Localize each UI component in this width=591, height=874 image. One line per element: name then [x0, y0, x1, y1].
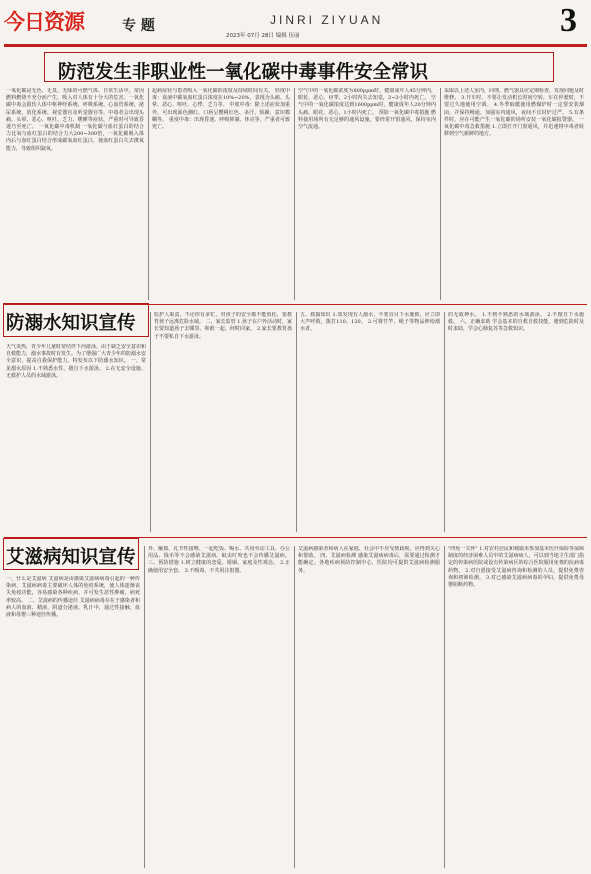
- page-number: 3: [560, 2, 577, 39]
- column-divider: [440, 88, 441, 300]
- article-3-title: 艾滋病知识宣传: [6, 547, 136, 568]
- masthead-pinyin: JINRI ZIYUAN: [270, 13, 384, 27]
- article-3-col-4: "四免一关怀" 1.对农村居民和城镇未参加基本医疗保险等保障制度的经济困难人员中的艾滋病病人，可以到当地卫生部门指定的传染病医院或设有传染病区的综合医院服用免费的抗病毒药物。 2.对自愿接受艾滋病咨询和检测的人员，提供免费咨询和初筛检测。 3.对已感染艾滋病病毒的孕妇，提供免费母婴阻断药物。: [448, 546, 584, 589]
- column-divider: [296, 312, 297, 532]
- column-divider: [444, 546, 445, 868]
- column-divider: [148, 88, 149, 300]
- column-divider: [294, 546, 295, 868]
- article-2-col-2: 监护人职责，不论你有多忙，对孩子的安全都不能放松，要教育孩子远离危险水域。 二、家长监管 1.孩子在户外活动时，家长要知道孩子去哪里、和谁一起、何时回家。 2.家长要教育孩子不要私自下水游泳。: [154, 312, 292, 340]
- masthead: [0, 0, 591, 44]
- column-divider: [444, 312, 445, 532]
- column-divider: [150, 312, 151, 532]
- section-label: 专 题: [122, 18, 155, 34]
- masthead-rule: [4, 44, 587, 47]
- column-divider: [144, 546, 145, 868]
- article-1-col-2: 起病症状与患者吸入一氧化碳的浓度及持续时间有关。 轻度中毒：血液中碳氧血红蛋白浓度在10%~20%，表现为头痛、头晕、恶心、呕吐、心悸、乏力等。 中度中毒：除上述症状加重外，可出现面色潮红、口唇呈樱桃红色、多汗、烦躁、意识模糊等。 重度中毒：出现昏迷、呼吸抑制、休克等，严重者可致死亡。: [152, 88, 290, 131]
- article-2-col-4: 的无敌神水。 1.不到不熟悉的水域游泳。 2.不擅自下水施救。 六、正确求助 学会基本的自救自救技能，遇到危险时及时求助，学会心肺复苏等急救知识。: [448, 312, 584, 333]
- column-divider: [294, 88, 295, 300]
- article-1-title: 防范发生非职业性一氧化碳中毒事件安全常识: [58, 62, 429, 83]
- article-1-col-1: 一氧化碳是无色、无臭、无味的可燃气体，日常生活中，常因燃料燃烧不充分而产生，吸入对人体有十分大的危害。一氧化碳中毒会损伤人体中枢神经系统、呼吸系统、心血管系统、泌尿系统、消化系统、视觉器官及听觉器官等。中毒者会出现头痛、头晕、恶心、呕吐、乏力、嗜睡等症状，严重时可导致昏迷乃至死亡。 一氧化碳中毒机制 一氧化碳与血红蛋白的结合力比氧与血红蛋白的结合力大200~300倍，一氧化碳吸入体内后与血红蛋白结合形成碳氧血红蛋白，使血红蛋白失去携氧能力，导致组织缺氧。: [6, 88, 144, 152]
- article-2-col-3: 五、救援知识 1.如发现有人溺水，不要盲目下水施救，应立即大声呼救，拨打110、120。 2.可将竹竿、绳子等物品伸给溺水者。: [300, 312, 440, 333]
- article-2-col-1: 天气炎热，青少年儿童时常结伴下河游泳，由于缺乏安全意识和自救能力，溺水事故时有发生。为了增强广大青少年的防溺水安全意识，提高自我保护能力，特发布以下防溺水知识。 一、常见溺水原因 1.不熟悉水性，擅自下水游泳。 2.在无安全设施、无救护人员的水域游泳。: [6, 344, 146, 379]
- dateline: 2023年 07月 28日 编辑 伍丽: [226, 33, 300, 39]
- article-3-col-3: 艾滋病感染者和病人在家庭、社会中不应受到歧视，应得到关心和帮助。 四、艾滋病检测 感染艾滋病病毒后，需要通过检测才能确定。各地疾病预防控制中心、医院均可提供艾滋病检测服务。: [298, 546, 440, 574]
- article-1-col-3: 空气中的一氧化碳浓度为800ppm时，健康成年人45分钟内，眼花，恶心，痉挛，2小时内失去知觉，2~3小时内死亡。 空气中的一氧化碳浓度达到1600ppm时，健康成年人20分钟内头痛、眼花、恶心，1小时内死亡。 预防一氧化碳中毒措施 燃料使用场所有无足够的通风设施，要经常开窗通风，保持室内空气流通。: [298, 88, 436, 131]
- article-2-title: 防溺水知识宣传: [6, 313, 136, 334]
- article-3-col-2: 外、触摸、礼节性接吻、一起吃饭、喝水、共用劳动工具、办公用品、钱币等不会感染艾滋病。蚊虫叮咬也不会传播艾滋病。 三、预防措施 1.树立健康的恋爱、婚姻、家庭及性观念。 2.正确使用安全套。 3.不吸毒，不共用注射器。: [148, 546, 290, 574]
- article-1-col-4: 采取以上述人室内，同理，燃气器具应定期检查，发现问题及时维修。 3.开车时，不要让发动机长时间空转，车在停驶时，不要过久地使用空调。 4.冬季取暖使用燃煤炉时一定要安装烟囱，并保持畅通，加强室内通风，夜间不宜封炉过严。 5.有条件时，应在可能产生一氧化碳的场所安装一氧化碳报警器。 一氧化碳中毒急救措施 1.立即打开门窗通风，并迅速将中毒者转移到空气新鲜的地方。: [444, 88, 584, 138]
- newspaper-logo: 今日资源: [4, 10, 84, 34]
- article-3-col-1: 一、什么是艾滋病 艾滋病是由感染艾滋病病毒引起的一种传染病，艾滋病病毒主要破坏人体的免疫系统，使人体逐渐丧失免疫功能，容易感染各种疾病，并可发生恶性肿瘤，病死率较高。 二、艾滋病的传播途径 艾滋病病毒存在于感染者和病人的血液、精液、阴道分泌液、乳汁中，通过性接触、血液和母婴三种途径传播。: [6, 576, 140, 619]
